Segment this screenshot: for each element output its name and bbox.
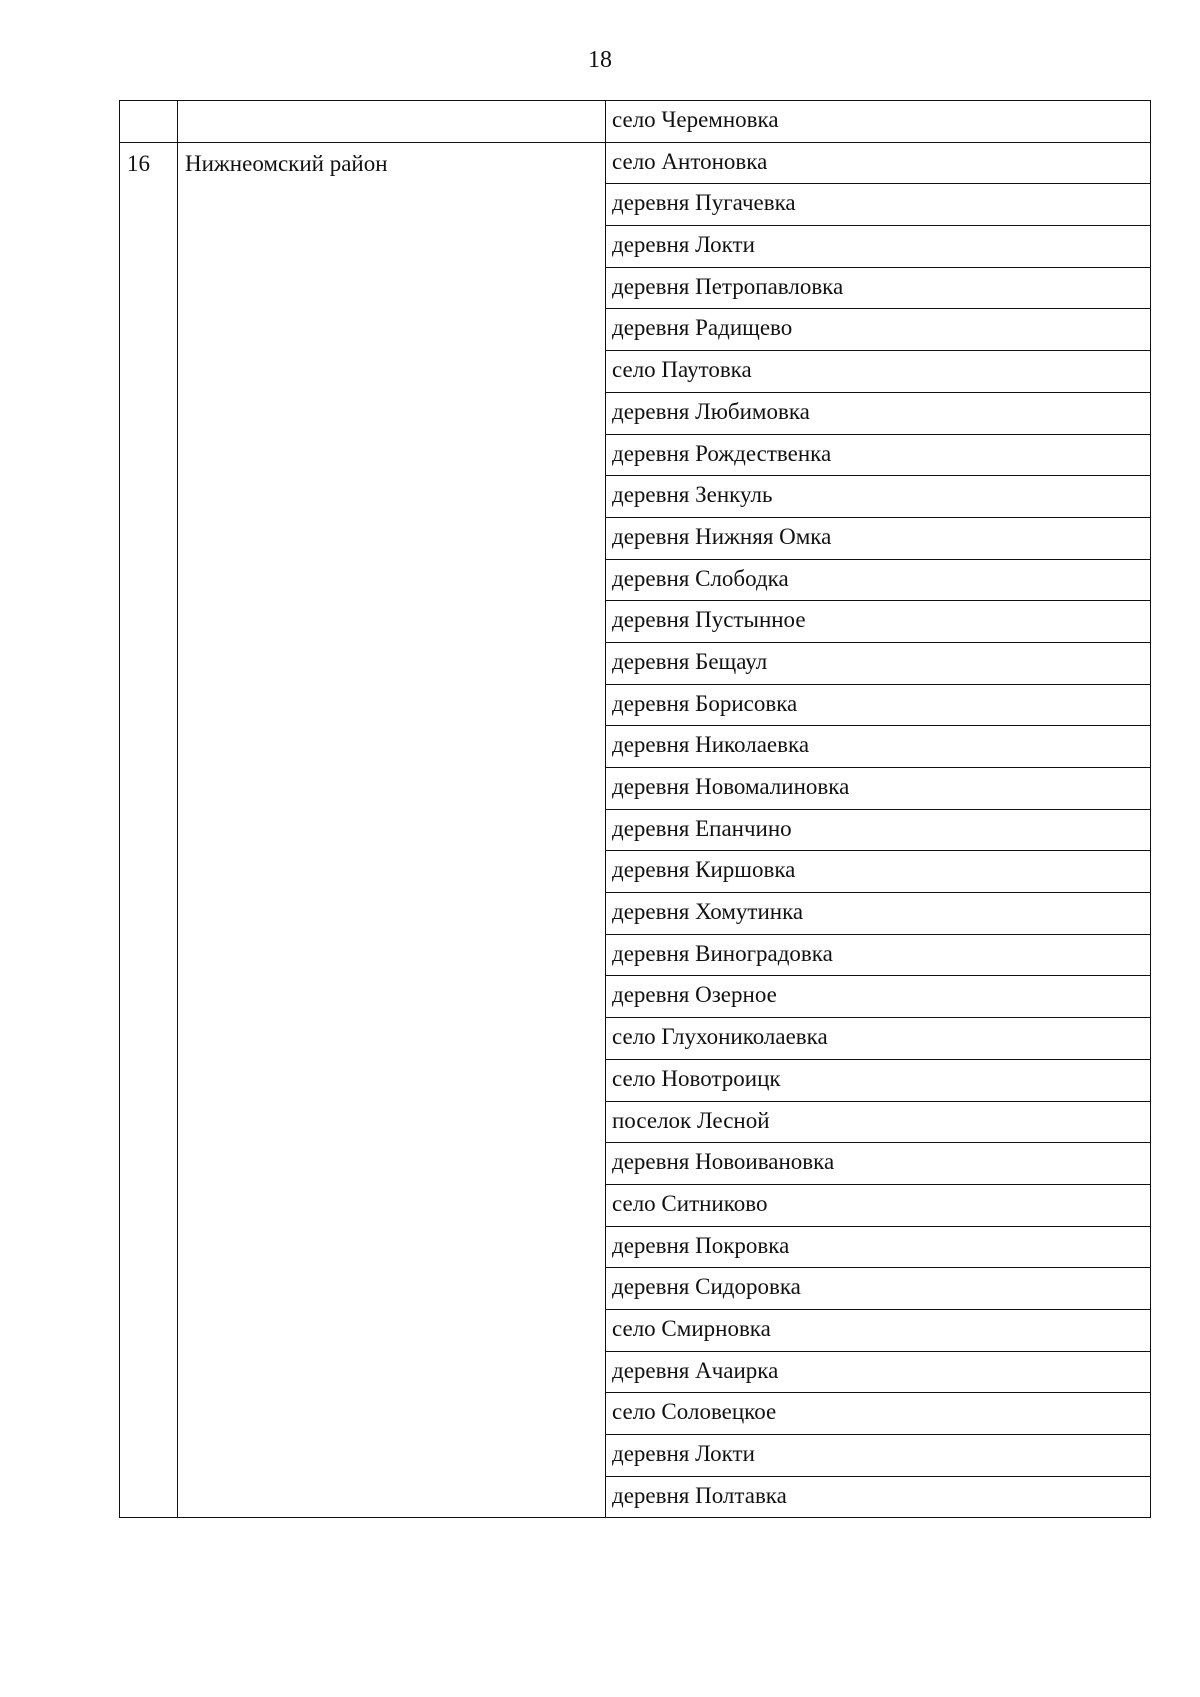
settlement-cell: деревня Епанчино: [606, 809, 1151, 851]
settlement-cell: село Черемновка: [606, 101, 1151, 143]
settlement-cell: село Глухониколаевка: [606, 1018, 1151, 1060]
settlement-cell: деревня Новоивановка: [606, 1143, 1151, 1185]
table-row: [120, 142, 1151, 184]
settlement-cell: деревня Озерное: [606, 976, 1151, 1018]
row-number-cell: [120, 101, 178, 143]
row-number-cell: 16: [120, 142, 178, 1518]
settlement-cell: деревня Нижняя Омка: [606, 517, 1151, 559]
settlement-cell: деревня Пугачевка: [606, 184, 1151, 226]
settlement-cell: село Ситниково: [606, 1184, 1151, 1226]
settlement-cell: деревня Петропавловка: [606, 267, 1151, 309]
settlement-cell: деревня Зенкуль: [606, 476, 1151, 518]
settlement-cell: деревня Слободка: [606, 559, 1151, 601]
table-body: [120, 101, 1151, 1518]
district-cell: Нижнеомский район: [178, 142, 606, 1518]
settlement-cell: деревня Рождественка: [606, 434, 1151, 476]
settlement-cell: деревня Хомутинка: [606, 893, 1151, 935]
settlement-cell: деревня Локти: [606, 226, 1151, 268]
page-number: 18: [588, 47, 612, 73]
settlement-cell: деревня Сидоровка: [606, 1268, 1151, 1310]
district-cell: [178, 101, 606, 143]
settlement-cell: деревня Новомалиновка: [606, 768, 1151, 810]
settlement-cell: деревня Борисовка: [606, 684, 1151, 726]
settlement-cell: поселок Лесной: [606, 1101, 1151, 1143]
settlement-cell: деревня Полтавка: [606, 1476, 1151, 1518]
settlement-cell: деревня Ачаирка: [606, 1351, 1151, 1393]
table-row: [120, 101, 1151, 143]
settlements-table: [119, 100, 1151, 1518]
settlement-cell: деревня Любимовка: [606, 392, 1151, 434]
settlement-cell: деревня Локти: [606, 1435, 1151, 1477]
settlement-cell: деревня Радищево: [606, 309, 1151, 351]
settlement-cell: деревня Киршовка: [606, 851, 1151, 893]
settlement-cell: деревня Бещаул: [606, 642, 1151, 684]
settlement-cell: деревня Пустынное: [606, 601, 1151, 643]
settlement-cell: деревня Покровка: [606, 1226, 1151, 1268]
settlement-cell: деревня Николаевка: [606, 726, 1151, 768]
settlement-cell: село Новотроицк: [606, 1059, 1151, 1101]
settlement-cell: село Соловецкое: [606, 1393, 1151, 1435]
settlement-cell: село Смирновка: [606, 1309, 1151, 1351]
settlement-cell: село Паутовка: [606, 351, 1151, 393]
settlement-cell: деревня Виноградовка: [606, 934, 1151, 976]
settlement-cell: село Антоновка: [606, 142, 1151, 184]
